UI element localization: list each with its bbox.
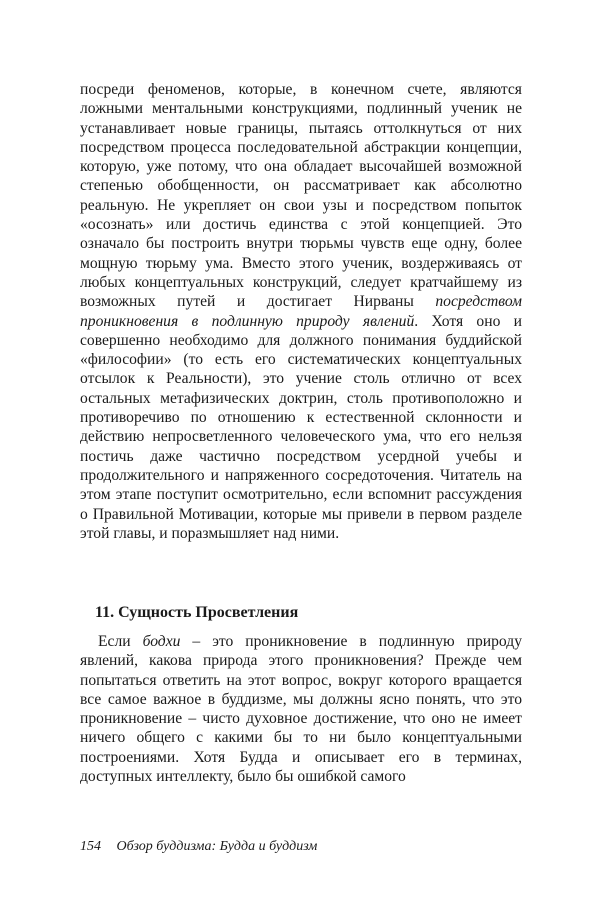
paragraph-text: посреди феноменов, которые, в конечном счете, являются ложными ментальными конструкциями, подлинный ученик не устанавливает новые границы, пытаясь оттолкнуться от них посредством процесса последовательной абстракции концепции, которую, уже потому, что она обладает высочайшей возможной степенью обобщенности, он рассматривает как абсолютно реальную. Не укрепляет он свои узы и посредством попыток «осознать» или достичь единства с этой концепцией. Это означало бы построить внутри тюрьмы чувств еще одну, более мощную тюрьму ума. Вместо этого ученик, воздерживаясь от любых концептуальных конструкций, следует кратчайшему из возможных путей и достигает Нирваны: [80, 81, 522, 311]
page-footer: [80, 838, 317, 856]
section-heading: 11. Сущность Просветления: [95, 604, 299, 621]
body-paragraph-2: [80, 632, 522, 786]
body-paragraph-1: [80, 80, 522, 543]
running-title: Обзор буддизма: Будда и буддизм: [116, 839, 318, 854]
italic-term: бодхи: [142, 633, 181, 650]
paragraph-text: . Хотя оно и совершенно необходимо для должного понимания буддийской «философии» (то есть его систематических концептуальных отсылок к Реальности), это учение столь отлично от всех остальных метафизических доктрин, столь противоположно и противоречиво по отношению к естественной склонности и действию непросветленного человеческого ума, что его нельзя постичь даже частично посредством усердной учебы и продолжительного и напряженного сосредоточения. Читатель на этом этапе поступит осмотрительно, если вспомнит рассуждения о Правильной Мотивации, которые мы привели в первом разделе этой главы, и поразмышляет над ними.: [80, 312, 523, 542]
page-number: 154: [80, 839, 101, 854]
paragraph-text: – это проникновение в подлинную природу явлений, какова природа этого проникновения? Прежде чем попытаться ответить на этот вопрос, вокруг которого вращается все самое важное в буддизме, мы должны ясно понять, что это проникновение – чисто духовное достижение, что оно не имеет ничего общего с какими бы то ни было концептуальными построениями. Хотя Будда и описывает его в терминах, доступных интеллекту, было бы ошибкой самого: [80, 633, 523, 786]
italic-phrase: посредством проникновения в подлинную природу явлений: [80, 293, 522, 330]
paragraph-text: Если: [98, 633, 131, 650]
